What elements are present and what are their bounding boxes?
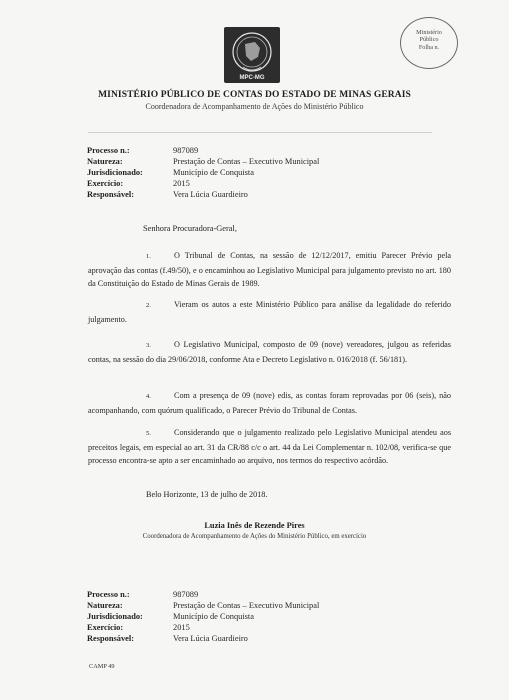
institution-title: MINISTÉRIO PÚBLICO DE CONTAS DO ESTADO DE MINAS GERAIS [98, 90, 411, 100]
paragraph-4-number: 4. [146, 393, 151, 400]
signer-name: Luzia Inês de Rezende Pires [204, 521, 305, 530]
header-divider [88, 132, 432, 133]
jurisdicionado-row-bottom [87, 611, 319, 622]
stamp-line-2: Público [419, 36, 439, 44]
paragraph-5-number: 5. [146, 430, 151, 437]
natureza-value-bottom: Prestação de Contas – Executivo Municipal [173, 601, 320, 610]
mpc-mg-logo [224, 27, 280, 83]
jurisdicionado-label-bottom: Jurisdicionado: [87, 612, 143, 621]
exercicio-label-bottom: Exercício: [87, 623, 124, 632]
exercicio-row-bottom [87, 622, 319, 633]
paragraph-2-text: Vieram os autos a este Ministério Público para análise da legalidade do referido julgamento. [88, 300, 451, 324]
paragraph-3 [88, 338, 451, 366]
paragraph-3-number: 3. [146, 342, 151, 349]
processo-row-bottom [87, 589, 319, 600]
paragraph-1 [88, 249, 451, 291]
exercicio-value: 2015 [173, 179, 190, 188]
natureza-row [87, 156, 319, 167]
jurisdicionado-value: Município de Conquista [173, 168, 254, 177]
processo-value: 987089 [173, 146, 199, 155]
institution-subtitle: Coordenadora de Acompanhamento de Ações do Ministério Público [145, 102, 364, 111]
jurisdicionado-label: Jurisdicionado: [87, 168, 143, 177]
natureza-row-bottom [87, 600, 319, 611]
processo-value-bottom: 987089 [173, 590, 199, 599]
logo-text: MPC-MG [239, 75, 265, 81]
paragraph-1-number: 1. [146, 253, 151, 260]
processo-label-bottom: Processo n.: [87, 590, 130, 599]
signer-role: Coordenadora de Acompanhamento de Ações do Ministério Público, em exercício [142, 533, 367, 540]
responsavel-value: Vera Lúcia Guardieiro [173, 190, 248, 199]
salutation: Senhora Procuradora-Geral, [143, 224, 237, 233]
responsavel-label-bottom: Responsável: [87, 634, 134, 643]
exercicio-label: Exercício: [87, 179, 124, 188]
exercicio-row [87, 178, 319, 189]
case-info-bottom [87, 589, 319, 644]
form-code: CAMP 49 [89, 663, 115, 670]
paragraph-1-text: O Tribunal de Contas, na sessão de 12/12/2017, emitiu Parecer Prévio pela aprovação das contas (f.49/50), e o encaminhou ao Legislativo Municipal para julgamento previsto no art. 180 da Constituição do Estado de Minas Gerais de 1989. [88, 251, 451, 289]
responsavel-value-bottom: Vera Lúcia Guardieiro [173, 634, 248, 643]
paragraph-5 [88, 426, 451, 468]
processo-row [87, 145, 319, 156]
processo-label: Processo n.: [87, 146, 130, 155]
natureza-value: Prestação de Contas – Executivo Municipal [173, 157, 320, 166]
paragraph-2-number: 2. [146, 302, 151, 309]
exercicio-value-bottom: 2015 [173, 623, 190, 632]
seal-emblem [224, 27, 280, 83]
jurisdicionado-value-bottom: Município de Conquista [173, 612, 254, 621]
responsavel-label: Responsável: [87, 190, 134, 199]
paragraph-4 [88, 389, 451, 417]
page-number-stamp [400, 17, 458, 69]
case-info-top [87, 145, 319, 200]
responsavel-row [87, 189, 319, 200]
paragraph-2 [88, 298, 451, 326]
jurisdicionado-row [87, 167, 319, 178]
stamp-line-3: Folha n. [418, 43, 440, 51]
paragraph-5-text: Considerando que o julgamento realizado pelo Legislativo Municipal atendeu aos preceitos legais, em especial ao art. 31 da CR/88 c/c o art. 44 da Lei Complementar n. 102/08, verifica-se que processo encontra-se apto a ser encaminhado ao arquivo, nos termos do respectivo acórdão. [88, 428, 451, 466]
natureza-label-bottom: Natureza: [87, 601, 123, 610]
paragraph-3-text: O Legislativo Municipal, composto de 09 (nove) vereadores, julgou as referidas contas, na sessão do dia 29/06/2018, conforme Ata e Decreto Legislativo n. 016/2018 (f. 56/181). [88, 340, 451, 364]
paragraph-4-text: Com a presença de 09 (nove) edis, as contas foram reprovadas por 06 (seis), não acompanhando, com quórum qualificado, o Parecer Prévio do Tribunal de Contas. [88, 391, 451, 415]
date-line: Belo Horizonte, 13 de julho de 2018. [146, 490, 268, 499]
natureza-label: Natureza: [87, 157, 123, 166]
stamp-line-1: Ministério [416, 29, 442, 36]
responsavel-row-bottom [87, 633, 319, 644]
